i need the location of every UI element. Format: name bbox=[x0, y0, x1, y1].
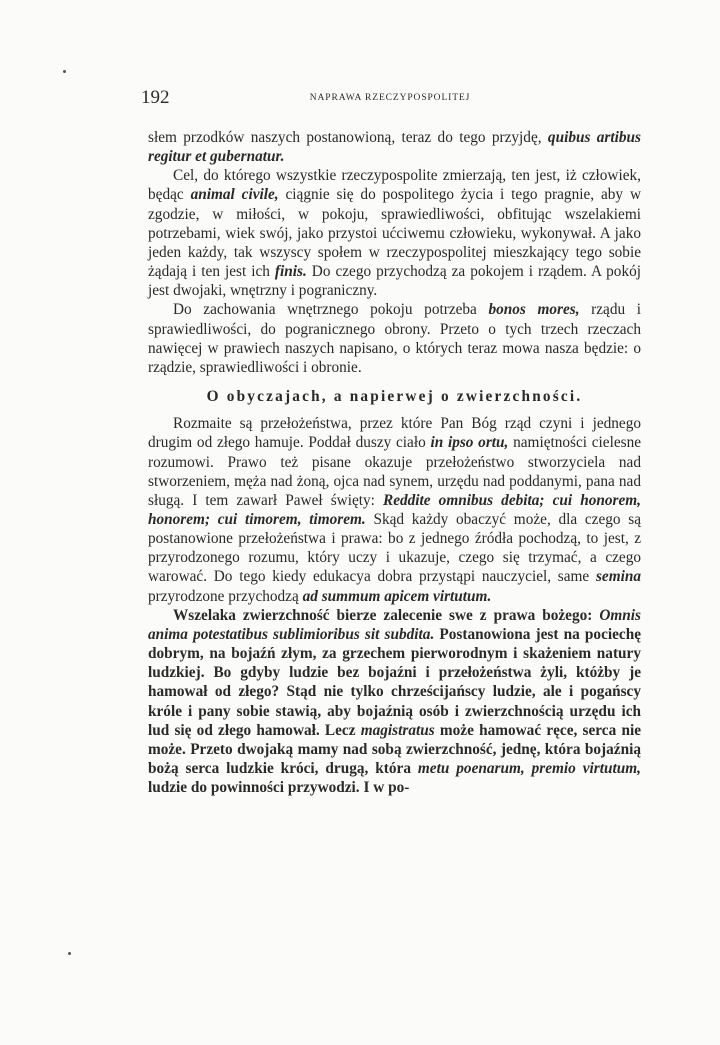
latin-phrase: Omnis anima potestatibus sublimioribus sit subdita. bbox=[148, 606, 641, 643]
text-run: Do czego przychodzą za pokojem i rządem. A pokój jest dwojaki, wnętrzny i pograniczny. bbox=[148, 263, 642, 300]
paragraph bbox=[148, 606, 641, 798]
latin-phrase: metu poenarum, premio virtutum, bbox=[417, 760, 641, 777]
text-run: Cel, do którego wszystkie rzeczypospolite zmierzają, ten jest, iż człowiek, będąc bbox=[148, 167, 641, 204]
latin-phrase: animal civile, bbox=[190, 186, 279, 204]
page-header bbox=[141, 87, 639, 109]
text-run: O obyczajach, a napierwej o zwierzchności. bbox=[206, 388, 583, 406]
margin-speck bbox=[63, 70, 66, 73]
latin-phrase: quibus artibus regitur et gubernatur. bbox=[148, 129, 641, 166]
text-run: słem przodków naszych postanowioną, teraz do tego przyjdę, bbox=[148, 129, 548, 146]
text-run: może hamować ręce, serca nie może. Przeto dwojaką mamy nad sobą zwierzchność, jednę, która bojaźnią bożą serca ludzkie króci, drugą, która bbox=[148, 721, 641, 777]
paragraph bbox=[148, 166, 641, 300]
text-run: rządu i sprawiedliwości, do pogranicznego obrony. Przeto o tych trzech rzeczach nawięcej w prawiech naszych napisano, o których teraz mowa nasza będzie: o rządzie, sprawiedliwości i obronie. bbox=[148, 301, 642, 376]
text-run: Skąd każdy obaczyć może, dla czego są postanowione przełożeństwa i prawa: bo z jednego źródła pochodzą, to jest, z przyrodzonego rozumu, który uczy i ukazuje, czego się trzymać, a czego warować. Do tego kiedy edukacya dobra przystąpi nauczyciel, same bbox=[148, 510, 641, 586]
latin-phrase: bonos mores, bbox=[488, 301, 580, 319]
paragraph bbox=[148, 300, 641, 377]
text-run: przyrodzone przychodzą bbox=[148, 587, 303, 605]
text-run: Postanowiona jest na pociechę dobrym, na bojaźń złym, za grzechem pierworodnym i skażeniem natury ludzkiej. Bo gdyby ludzie bez bojaźni i przełożeństwa żyli, któżby je hamował od złego? Stąd nie tylko chrześcijańscy ludzie, ale i pogańscy króle i pany sobie stawią, aby bojaźnią osób i zwierzchnością urzędu ich lud się od złego hamował. Lecz bbox=[148, 625, 642, 739]
page-number: 192 bbox=[141, 87, 170, 108]
latin-phrase: semina bbox=[595, 568, 641, 586]
text-run: ciągnie się do pospolitego życia i tego pragnie, aby w zgodzie, w miłości, w pokoju, sprawiedliwości, obfitując wszelakiemi potrzebami, wiek swój, jako przystoi ućciwemu człowieku, wykonywał. A jako jeden każdy, tak wszyscy społem w rzeczypospolitej mieszkający tego sobie żądają i ten jest ich bbox=[148, 186, 641, 281]
text-run: ludzie do powinności przywodzi. I w po- bbox=[148, 779, 410, 797]
latin-phrase: magistratus bbox=[360, 721, 435, 739]
paragraph bbox=[148, 128, 641, 166]
text-run: Rozmaite są przełożeństwa, przez które Pan Bóg rząd czyni i jednego drugim od złego hamuje. Poddał duszy ciało bbox=[148, 415, 641, 452]
running-head: NAPRAWA RZECZYPOSPOLITEJ bbox=[309, 93, 471, 103]
paragraph bbox=[148, 414, 641, 606]
latin-phrase: finis. bbox=[274, 263, 307, 281]
latin-phrase: in ipso ortu, bbox=[430, 434, 509, 452]
latin-phrase: Reddite omnibus debita; cui honorem, honorem; cui timorem, timorem. bbox=[148, 491, 641, 528]
latin-phrase: ad summum apicem virtutum. bbox=[302, 587, 492, 605]
text-run: namiętności cielesne rozumowi. Prawo też pisane okazuje przełożeństwo stworzyciela nad stworzeniem, męża nad żoną, ojca nad synem, urzędu nad poddanymi, pana nad sługą. I tem zawarł Paweł święty: bbox=[148, 434, 642, 509]
page-body bbox=[148, 128, 641, 797]
text-run: Do zachowania wnętrznego pokoju potrzeba bbox=[173, 301, 489, 319]
margin-speck bbox=[68, 952, 71, 955]
text-run: Wszelaka zwierzchność bierze zalecenie swe z prawa bożego: bbox=[173, 606, 600, 624]
section-heading bbox=[148, 387, 641, 406]
